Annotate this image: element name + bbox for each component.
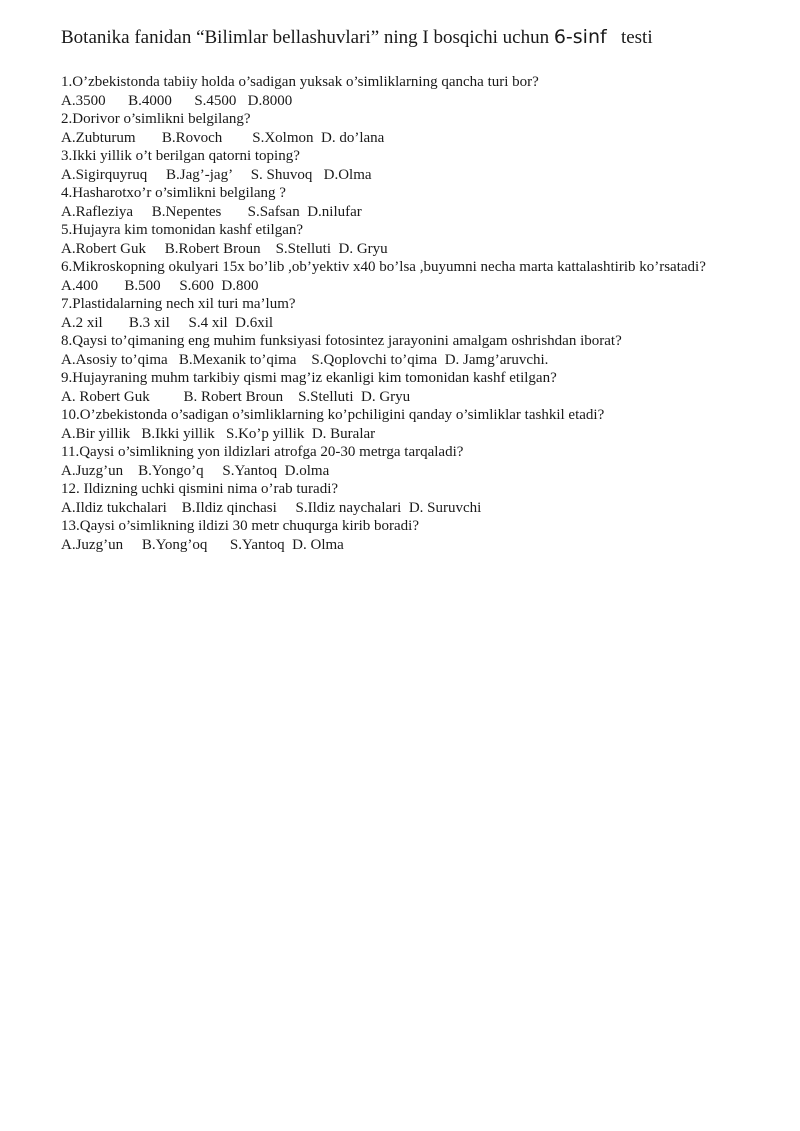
question-item	[61, 517, 761, 554]
page-title	[61, 24, 653, 51]
question-text: 3.Ikki yillik o’t berilgan qatorni toping?	[61, 148, 300, 164]
question-item	[61, 443, 761, 480]
answer-options: A.Zubturum B.Rovoch S.Xolmon D. do’lana	[61, 129, 385, 146]
question-text: 2.Dorivor o’simlikni belgilang?	[61, 111, 251, 127]
question-text: 12. Ildizning uchki qismini nima o’rab turadi?	[61, 481, 339, 497]
answer-options: A.Juzg’un B.Yong’oq S.Yantoq D. Olma	[61, 536, 344, 553]
question-item	[61, 73, 761, 110]
question-text: 8.Qaysi to’qimaning eng muhim funksiyasi fotosintez jarayonini amalgam oshrishdan iborat?	[61, 333, 622, 349]
question-text: 4.Hasharotxo’r o’simlikni belgilang ?	[61, 185, 286, 201]
answer-options: A.Asosiy to’qima B.Mexanik to’qima S.Qoplovchi to’qima D. Jamg’aruvchi.	[61, 351, 549, 368]
title-grade: 6-sinf	[553, 26, 607, 48]
answer-options: A.Bir yillik B.Ikki yillik S.Ko’p yillik D. Buralar	[61, 425, 376, 442]
question-text: 1.O’zbekistonda tabiiy holda o’sadigan yuksak o’simliklarning qancha turi bor?	[61, 74, 539, 90]
question-item	[61, 221, 761, 258]
question-text: 13.Qaysi o’simlikning ildizi 30 metr chuqurga kirib boradi?	[61, 518, 420, 534]
question-text: 11.Qaysi o’simlikning yon ildizlari atrofga 20-30 metrga tarqaladi?	[61, 444, 464, 460]
answer-options: A.Sigirquyruq B.Jag’-jag’ S. Shuvoq D.Olma	[61, 166, 372, 183]
answer-options: A.2 xil B.3 xil S.4 xil D.6xil	[61, 314, 274, 331]
question-item	[61, 110, 761, 147]
question-text: 7.Plastidalarning nech xil turi ma’lum?	[61, 296, 296, 312]
answer-options: A.Robert Guk B.Robert Broun S.Stelluti D. Gryu	[61, 240, 388, 257]
question-item	[61, 147, 761, 184]
answer-options: A. Robert Guk B. Robert Broun S.Stelluti D. Gryu	[61, 388, 411, 405]
title-suffix: testi	[606, 27, 653, 48]
question-text: 6.Mikroskopning okulyari 15x bo’lib ,ob’yektiv x40 bo’lsa ,buyumni necha marta kattalashtirib ko’rsatadi?	[61, 259, 706, 275]
question-item	[61, 332, 761, 369]
question-text: 9.Hujayraning muhm tarkibiy qismi mag’iz ekanligi kim tomonidan kashf etilgan?	[61, 370, 557, 386]
question-text: 5.Hujayra kim tomonidan kashf etilgan?	[61, 222, 304, 238]
question-item	[61, 480, 761, 517]
answer-options: A.3500 B.4000 S.4500 D.8000	[61, 92, 293, 109]
question-item	[61, 295, 761, 332]
question-item	[61, 369, 761, 406]
question-item	[61, 406, 761, 443]
answer-options: A.400 B.500 S.600 D.800	[61, 277, 259, 294]
question-list	[61, 73, 761, 554]
answer-options: A.Rafleziya B.Nepentes S.Safsan D.nilufar	[61, 203, 362, 220]
question-text: 10.O’zbekistonda o’sadigan o’simliklarning ko’pchiligini qanday o’simliklar tashkil etadi?	[61, 407, 605, 423]
question-item	[61, 258, 761, 295]
title-prefix: Botanika fanidan “Bilimlar bellashuvlari” ning I bosqichi uchun	[61, 27, 554, 48]
answer-options: A.Juzg’un B.Yongo’q S.Yantoq D.olma	[61, 462, 330, 479]
question-item	[61, 184, 761, 221]
answer-options: A.Ildiz tukchalari B.Ildiz qinchasi S.Ildiz naychalari D. Suruvchi	[61, 499, 482, 516]
